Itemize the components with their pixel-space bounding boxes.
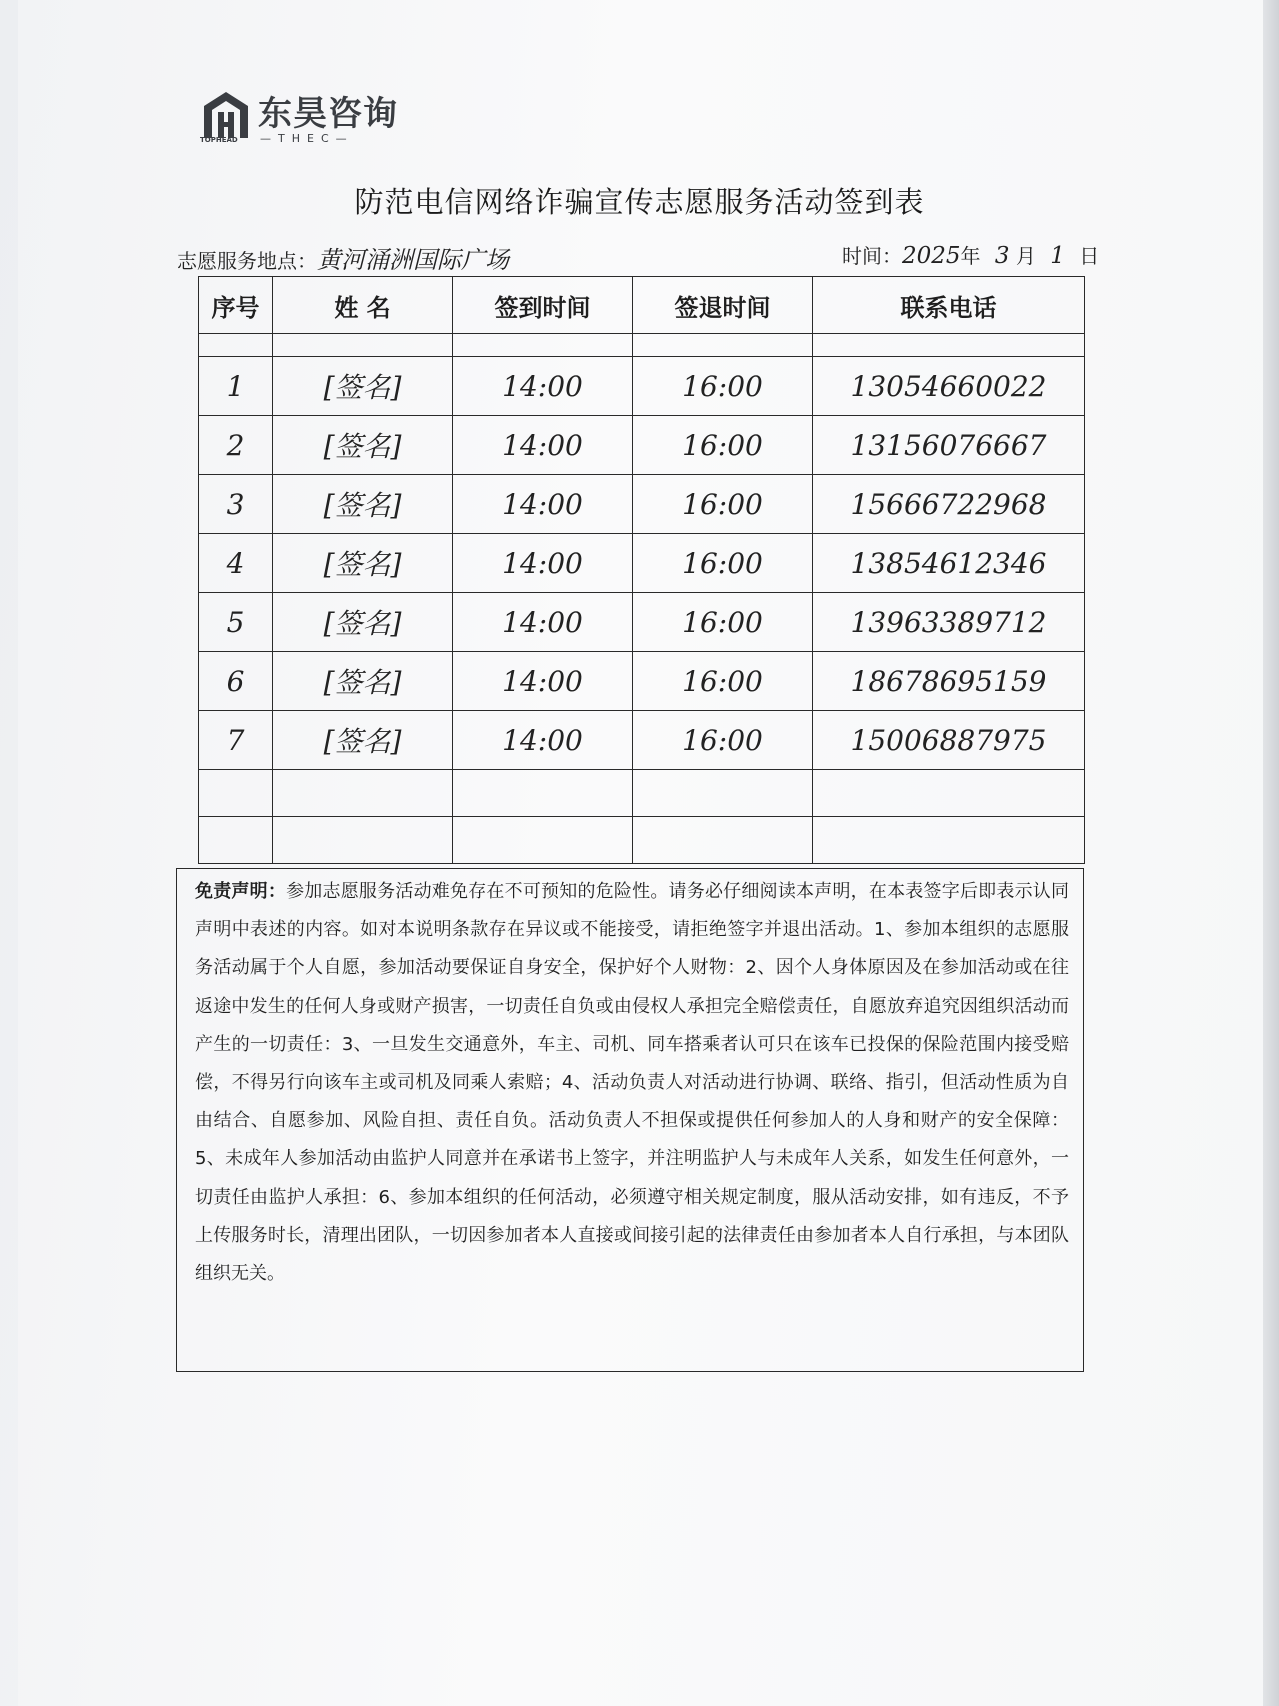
row-signin-time: 14:00 xyxy=(453,357,633,416)
row-phone: 18678695159 xyxy=(813,652,1085,711)
row-phone: 13054660022 xyxy=(813,357,1085,416)
disclaimer-text: 参加志愿服务活动难免存在不可预知的危险性。请务必仔细阅读本声明，在本表签字后即表示认同声明中表述的内容。如对本说明条款存在异议或不能接受，请拒绝签字并退出活动。1、参加本组织的志愿服务活动属于个人自愿，参加活动要保证自身安全，保护好个人财物：2、因个人身体原因及在参加活动或在往返途中发生的任何人身或财产损害，一切责任自负或由侵权人承担完全赔偿责任，自愿放弃追究因组织活动而产生的一切责任：3、一旦发生交通意外，车主、司机、同车搭乘者认可只在该车已投保的保险范围内接受赔偿，不得另行向该车主或司机及同乘人索赔；4、活动负责人对活动进行协调、联络、指引，但活动性质为自由结合、自愿参加、风险自担、责任自负。活动负责人不担保或提供任何参加人的人身和财产的安全保障：5、未成年人参加活动由监护人同意并在承诺书上签字，并注明监护人与未成年人关系，如发生任何意外，一切责任由监护人承担：6、参加本组织的任何活动，必须遵守相关规定制度，服从活动安排，如有违反，不予上传服务时长，清理出团队，一切因参加者本人直接或间接引起的法律责任由参加者本人自行承担，与本团队组织无关。 xyxy=(195,881,1070,1285)
logo-name: 东昊咨询 xyxy=(258,94,398,134)
row-signature: [签名] xyxy=(273,652,453,711)
row-signature: [签名] xyxy=(273,534,453,593)
row-phone: 13963389712 xyxy=(813,593,1085,652)
location-label: 志愿服务地点： xyxy=(177,249,317,273)
signin-table xyxy=(198,276,1085,864)
disclaimer-box xyxy=(176,868,1084,1372)
row-signature: [签名] xyxy=(273,357,453,416)
header-no: 序号 xyxy=(199,277,273,334)
table-row-empty xyxy=(199,770,1085,817)
location-value: 黄河涌洲国际广场 xyxy=(317,246,509,274)
row-phone: 13854612346 xyxy=(813,534,1085,593)
row-phone: 13156076667 xyxy=(813,416,1085,475)
header-name: 姓 名 xyxy=(273,277,453,334)
header-signin: 签到时间 xyxy=(453,277,633,334)
row-signin-time: 14:00 xyxy=(453,593,633,652)
row-signout-time: 16:00 xyxy=(633,593,813,652)
table-row xyxy=(199,416,1085,475)
company-logo xyxy=(200,84,410,154)
date-label: 时间： xyxy=(842,244,902,268)
table-spacer-row xyxy=(199,334,1085,357)
date-year-unit: 年 xyxy=(960,244,981,268)
row-no: 6 xyxy=(199,652,273,711)
row-signout-time: 16:00 xyxy=(633,711,813,770)
header-signout: 签退时间 xyxy=(633,277,813,334)
row-signout-time: 16:00 xyxy=(633,357,813,416)
date-year: 2025 xyxy=(902,243,961,269)
date-month-unit: 月 xyxy=(1015,244,1036,268)
table-row xyxy=(199,357,1085,416)
logo-mark-text: TOPHEAD xyxy=(200,136,238,144)
row-signature: [签名] xyxy=(273,475,453,534)
header-phone: 联系电话 xyxy=(813,277,1085,334)
row-signature: [签名] xyxy=(273,593,453,652)
row-signout-time: 16:00 xyxy=(633,652,813,711)
row-signout-time: 16:00 xyxy=(633,475,813,534)
row-no: 2 xyxy=(199,416,273,475)
row-phone: 15006887975 xyxy=(813,711,1085,770)
row-signin-time: 14:00 xyxy=(453,711,633,770)
table-row xyxy=(199,475,1085,534)
page-title: 防范电信网络诈骗宣传志愿服务活动签到表 xyxy=(354,185,925,219)
row-phone: 15666722968 xyxy=(813,475,1085,534)
table-row xyxy=(199,711,1085,770)
row-signature: [签名] xyxy=(273,711,453,770)
row-signin-time: 14:00 xyxy=(453,475,633,534)
building-logo-icon xyxy=(200,88,252,140)
table-row xyxy=(199,652,1085,711)
row-signout-time: 16:00 xyxy=(633,416,813,475)
table-row-empty xyxy=(199,817,1085,864)
date-line xyxy=(842,240,1099,269)
row-signin-time: 14:00 xyxy=(453,652,633,711)
paper-edge xyxy=(1263,0,1279,1706)
row-signin-time: 14:00 xyxy=(453,534,633,593)
row-no: 4 xyxy=(199,534,273,593)
location-line xyxy=(177,240,509,275)
disclaimer-label: 免责声明： xyxy=(195,881,287,902)
row-signout-time: 16:00 xyxy=(633,534,813,593)
row-no: 1 xyxy=(199,357,273,416)
table-row xyxy=(199,593,1085,652)
table-header-row xyxy=(199,277,1085,334)
row-no: 5 xyxy=(199,593,273,652)
row-no: 7 xyxy=(199,711,273,770)
date-day: 1 xyxy=(1050,243,1065,269)
row-signin-time: 14:00 xyxy=(453,416,633,475)
table-row xyxy=(199,534,1085,593)
date-day-unit: 日 xyxy=(1079,244,1100,268)
date-month: 3 xyxy=(994,243,1010,269)
row-no: 3 xyxy=(199,475,273,534)
logo-subtitle: —THEC— xyxy=(260,132,354,145)
row-signature: [签名] xyxy=(273,416,453,475)
